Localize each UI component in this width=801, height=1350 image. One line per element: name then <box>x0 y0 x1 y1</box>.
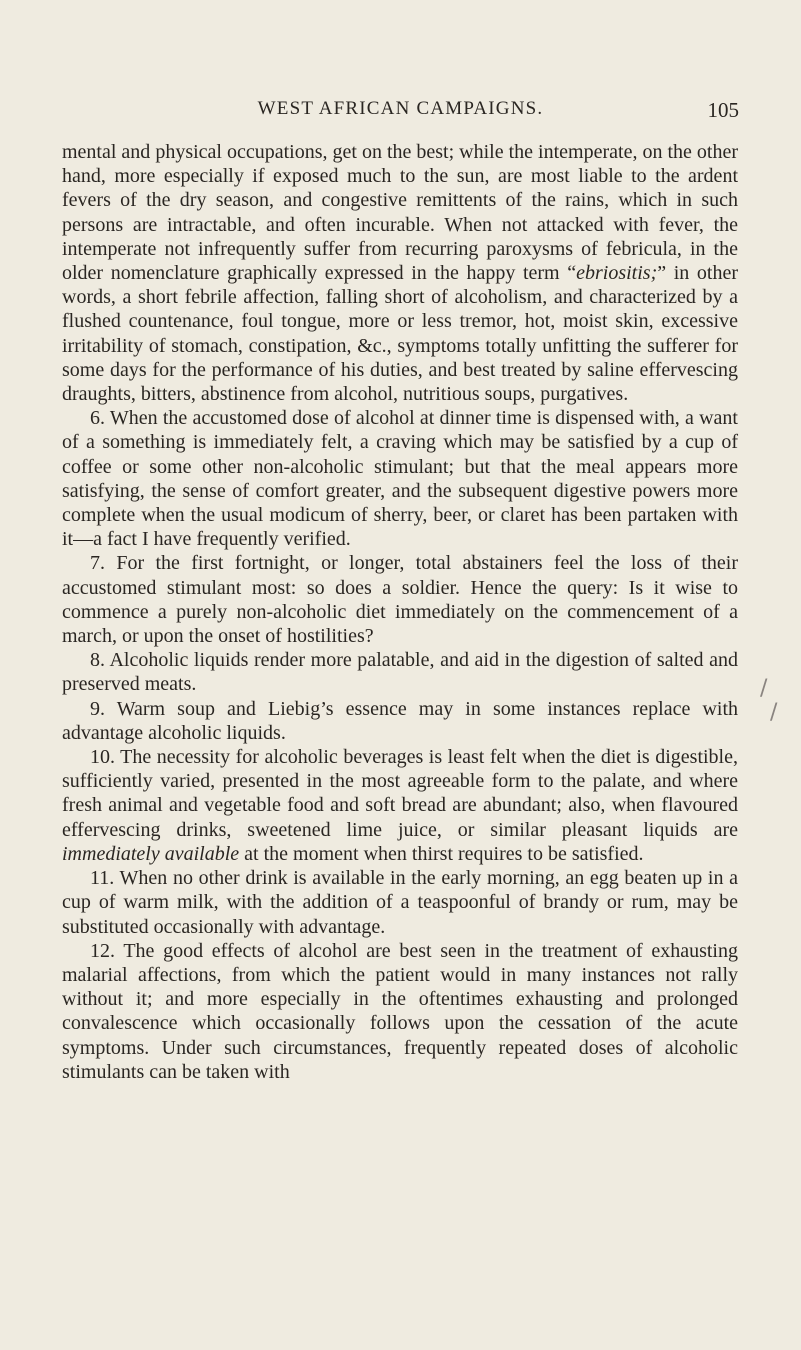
page-number: 105 <box>707 98 739 122</box>
paragraph-text: mental and physical occupations, get on the best; while the intemperate, on the other hand, more especially if exposed much to the sun, are most liable to the ardent fevers of the dry season, and congestive remittents of the rains, which in such persons are intractable, and often incurable. When not attacked with fever, the intemperate not infrequently suffer from recurring paroxysms of febricula, in the older nomenclature graphically expressed in the happy term “ <box>62 141 738 285</box>
paragraph-continuation <box>62 140 738 406</box>
paragraph-8: 8. Alcoholic liquids render more palatable, and aid in the digestion of salted and preserved meats. <box>62 649 738 696</box>
body-text <box>62 140 738 1084</box>
paragraph-7: 7. For the first fortnight, or longer, total abstainers feel the loss of their accustomed stimulant most: so does a soldier. Hence the query: Is it wise to commence a purely non-alcoholic diet immediately on the commencement of a march, or upon the onset of hostilities? <box>62 552 738 648</box>
margin-pencil-mark: / <box>770 700 778 725</box>
paragraph-9: 9. Warm soup and Liebig’s essence may in some instances replace with advantage alcoholic liquids. <box>62 697 738 744</box>
paragraph-6: 6. When the accustomed dose of alcohol at dinner time is dispensed with, a want of a something is immediately felt, a craving which may be satisfied by a cup of coffee or some other non-alcoholic stimulant; but that the meal appears more satisfying, the sense of comfort greater, and the subsequent digestive powers more complete when the usual modicum of sherry, beer, or claret has been partaken with it—a fact I have frequently verified. <box>62 407 738 551</box>
italic-phrase: immediately available <box>62 842 240 865</box>
margin-pencil-mark: / <box>760 676 768 701</box>
running-head <box>0 98 801 124</box>
paragraph-12: 12. The good effects of alcohol are best seen in the treatment of exhausting malarial affections, from which the patient would in many instances not rally without it; and more especially in the oftentimes exhausting and prolonged convalescence which occasionally follows upon the cessation of the acute symptoms. Under such circumstances, frequently repeated doses of alcoholic stimulants can be taken with <box>62 939 738 1083</box>
paragraph-10 <box>62 745 738 866</box>
paragraph-text: ” in other words, a short febrile affection, falling short of alcoholism, and characterized by a flushed countenance, foul tongue, more or less tremor, hot, moist skin, excessive irritability of stomach, constipation, &c., symptoms totally unfitting the sufferer for some days for the performance of his duties, and best treated by saline effervescing draughts, bitters, abstinence from alcohol, nutritious soups, purgatives. <box>62 262 738 406</box>
paragraph-11: 11. When no other drink is available in the early morning, an egg beaten up in a cup of warm milk, with the addition of a teaspoonful of brandy or rum, may be substituted occasionally with advantage. <box>62 867 738 938</box>
italic-term: ebriositis; <box>576 262 658 285</box>
paragraph-text: at the moment when thirst requires to be satisfied. <box>239 842 644 865</box>
paragraph-text: 10. The necessity for alcoholic beverages is least felt when the diet is digestible, sufficiently varied, presented in the most agreeable form to the palate, and where fresh animal and vegetable food and soft bread are abundant; also, when flavoured effervescing drinks, sweetened lime juice, or similar pleasant liquids are <box>62 746 738 841</box>
running-title: WEST AFRICAN CAMPAIGNS. <box>257 98 544 119</box>
